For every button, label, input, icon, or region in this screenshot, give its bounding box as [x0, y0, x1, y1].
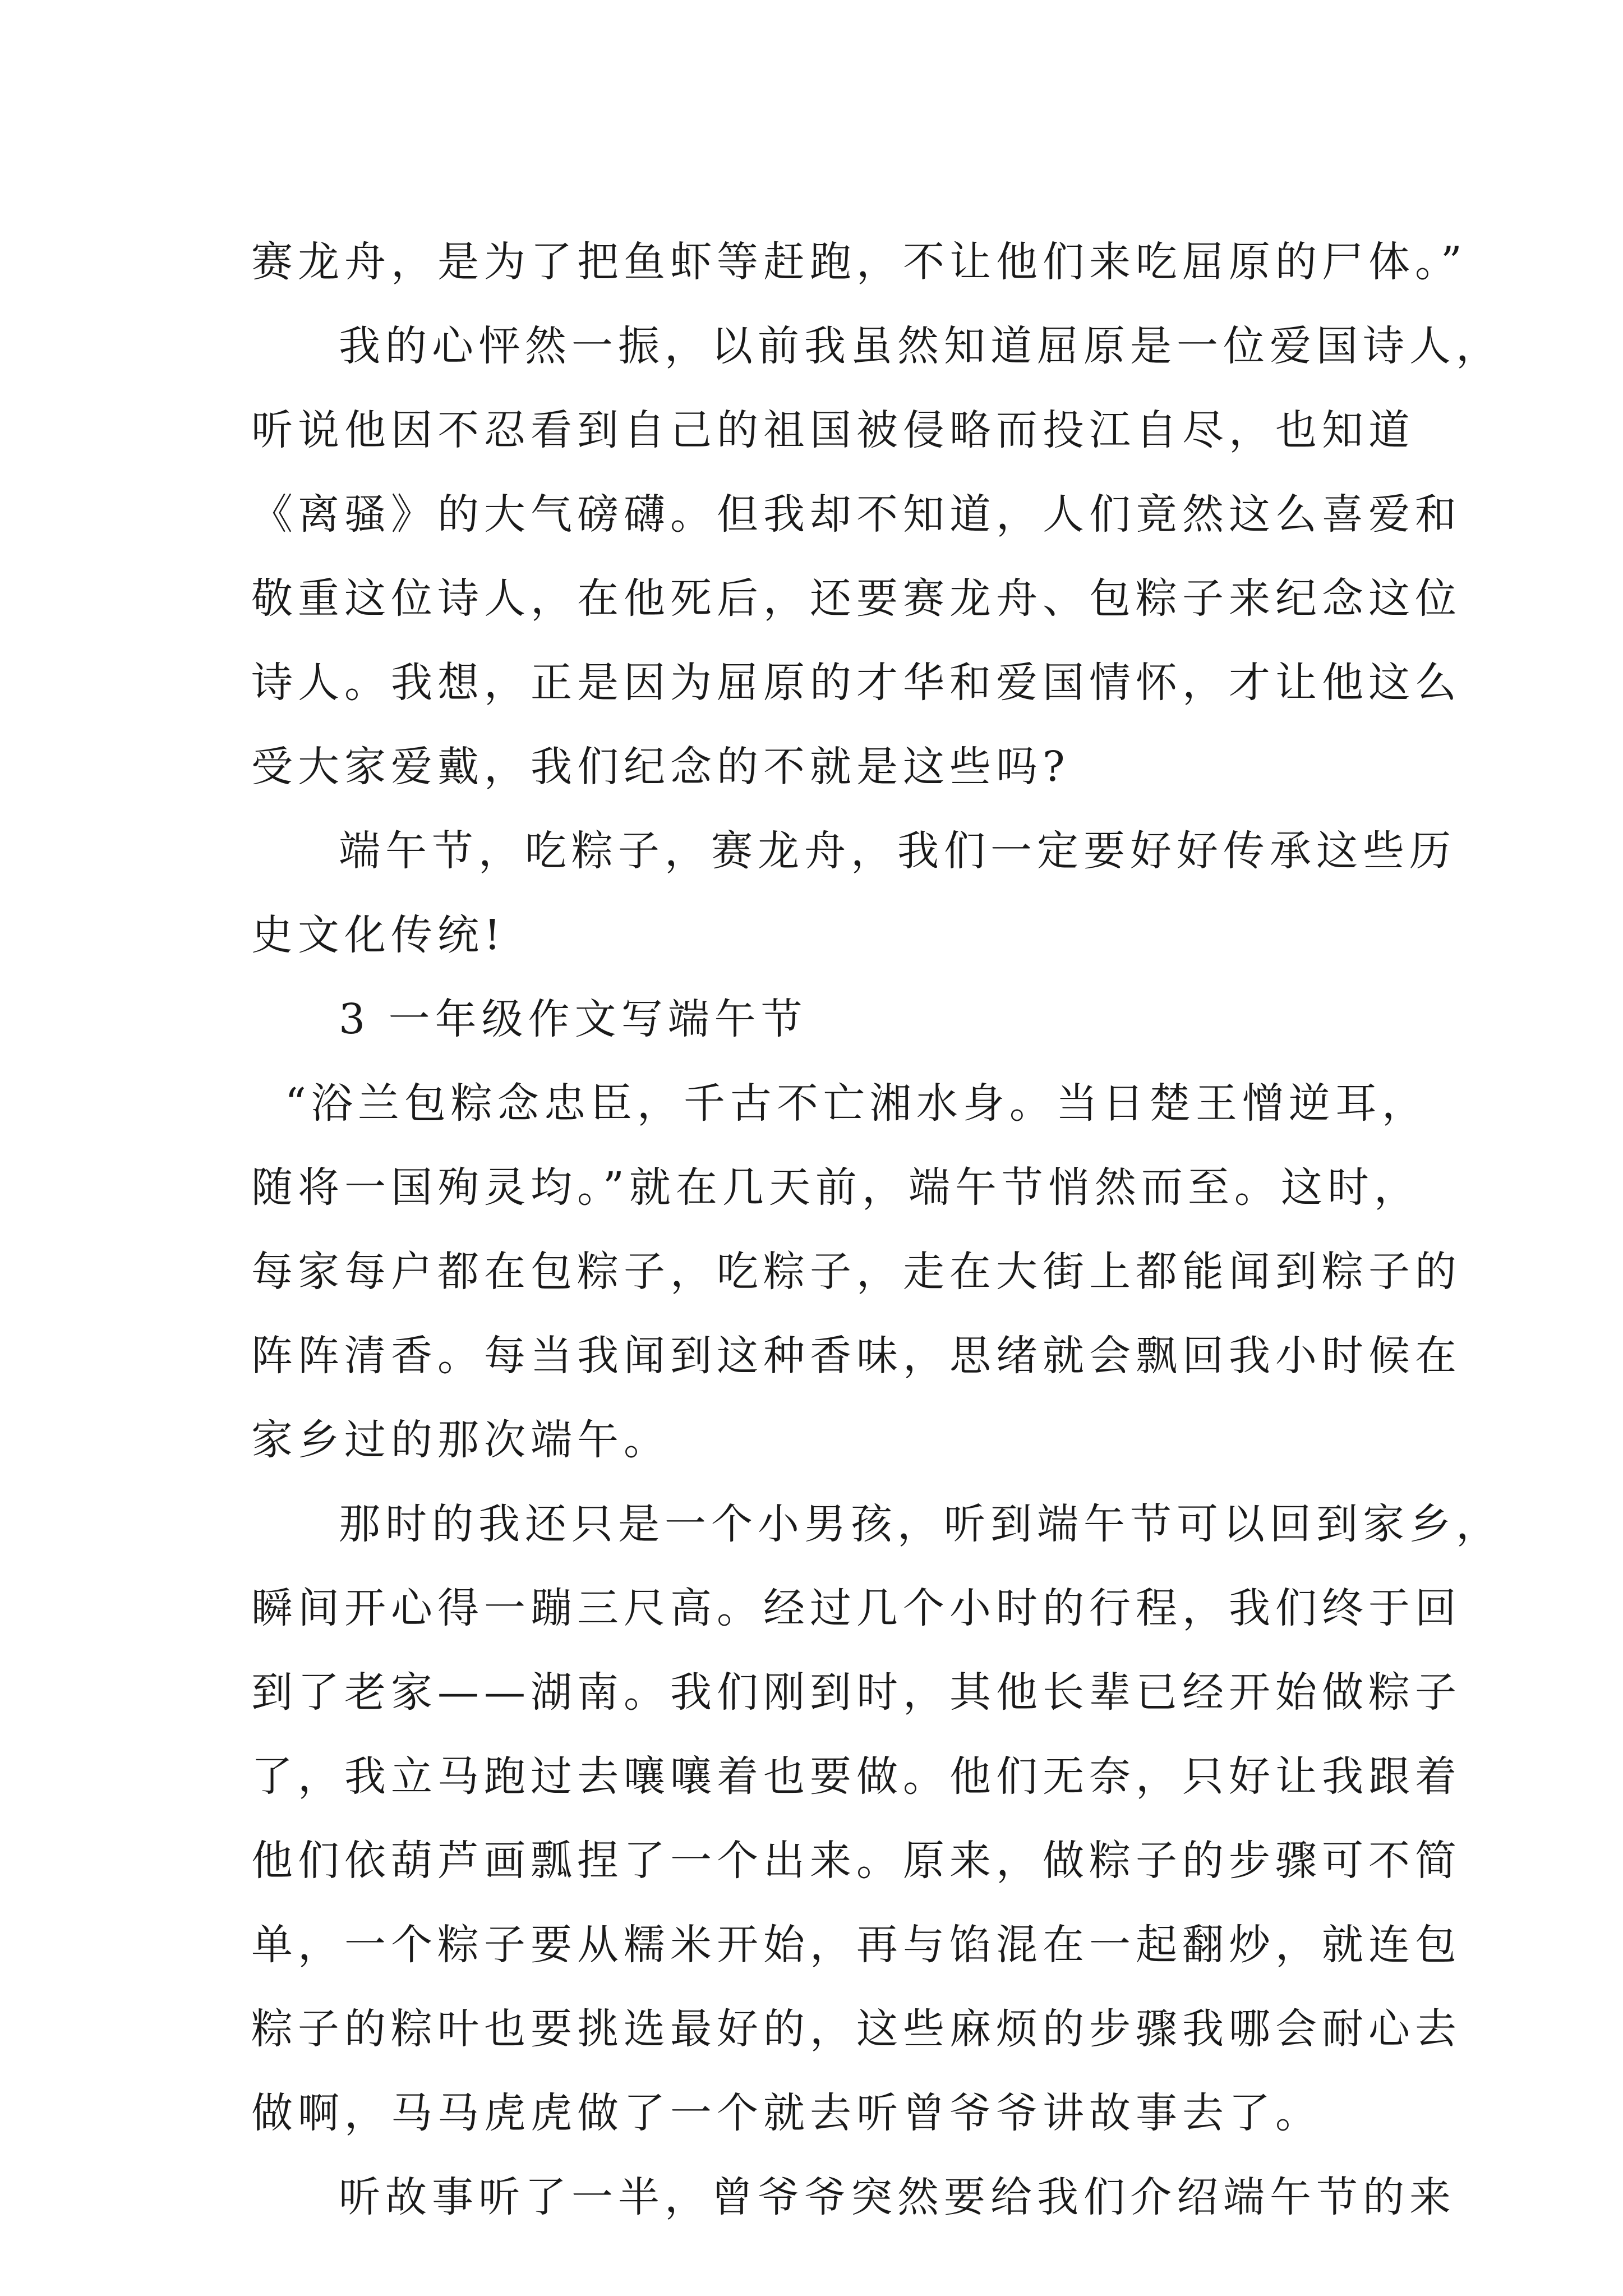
text-line: 到了老家——湖南。我们刚到时，其他长辈已经开始做粽子 — [251, 1668, 1461, 1717]
text-line: 随将一国殉灵均。”就在几天前，端午节悄然而至。这时， — [251, 1163, 1421, 1212]
text-line: 单，一个粽子要从糯米开始，再与馅混在一起翻炒，就连包 — [251, 1921, 1461, 1969]
text-line: 诗人。我想，正是因为屈原的才华和爱国情怀，才让他这么 — [251, 659, 1461, 707]
text-line: 听故事听了一半，曾爷爷突然要给我们介绍端午节的来 — [339, 2173, 1456, 2221]
text-line: 每家每户都在包粽子，吃粽子，走在大街上都能闻到粽子的 — [251, 1248, 1461, 1296]
text-line: 我的心怦然一振，以前我虽然知道屈原是一位爱国诗人， — [339, 322, 1502, 370]
text-line: 赛龙舟，是为了把鱼虾等赶跑，不让他们来吃屈原的尸体。” — [251, 238, 1467, 286]
text-line: 了，我立马跑过去嚷嚷着也要做。他们无奈，只好让我跟着 — [251, 1752, 1461, 1801]
text-line: “浴兰包粽念忠臣，千古不亡湘水身。当日楚王憎逆耳， — [285, 1079, 1428, 1128]
text-line: 《离骚》的大气磅礴。但我却不知道，人们竟然这么喜爱和 — [251, 490, 1461, 539]
text-line: 他们依葫芦画瓢捏了一个出来。原来，做粽子的步骤可不简 — [251, 1837, 1461, 1885]
text-line: 史文化传统! — [251, 911, 506, 959]
text-line: 受大家爱戴，我们纪念的不就是这些吗? — [251, 743, 1070, 791]
text-line: 敬重这位诗人，在他死后，还要赛龙舟、包粽子来纪念这位 — [251, 574, 1461, 623]
text-line: 做啊，马马虎虎做了一个就去听曾爷爷讲故事去了。 — [251, 2089, 1322, 2137]
text-line: 阵阵清香。每当我闻到这种香味，思绪就会飘回我小时候在 — [251, 1332, 1461, 1380]
text-line: 瞬间开心得一蹦三尺高。经过几个小时的行程，我们终于回 — [251, 1584, 1461, 1632]
text-line: 粽子的粽叶也要挑选最好的，这些麻烦的步骤我哪会耐心去 — [251, 2005, 1461, 2053]
text-line: 那时的我还只是一个小男孩，听到端午节可以回到家乡， — [339, 1500, 1502, 1548]
text-line: 端午节，吃粽子，赛龙舟，我们一定要好好传承这些历 — [339, 827, 1456, 875]
text-line: 家乡过的那次端午。 — [251, 1416, 670, 1464]
section-heading: 3 一年级作文写端午节 — [339, 995, 808, 1043]
body-text — [251, 220, 1502, 2239]
text-line: 听说他因不忍看到自己的祖国被侵略而投江自尽，也知道 — [251, 406, 1415, 454]
